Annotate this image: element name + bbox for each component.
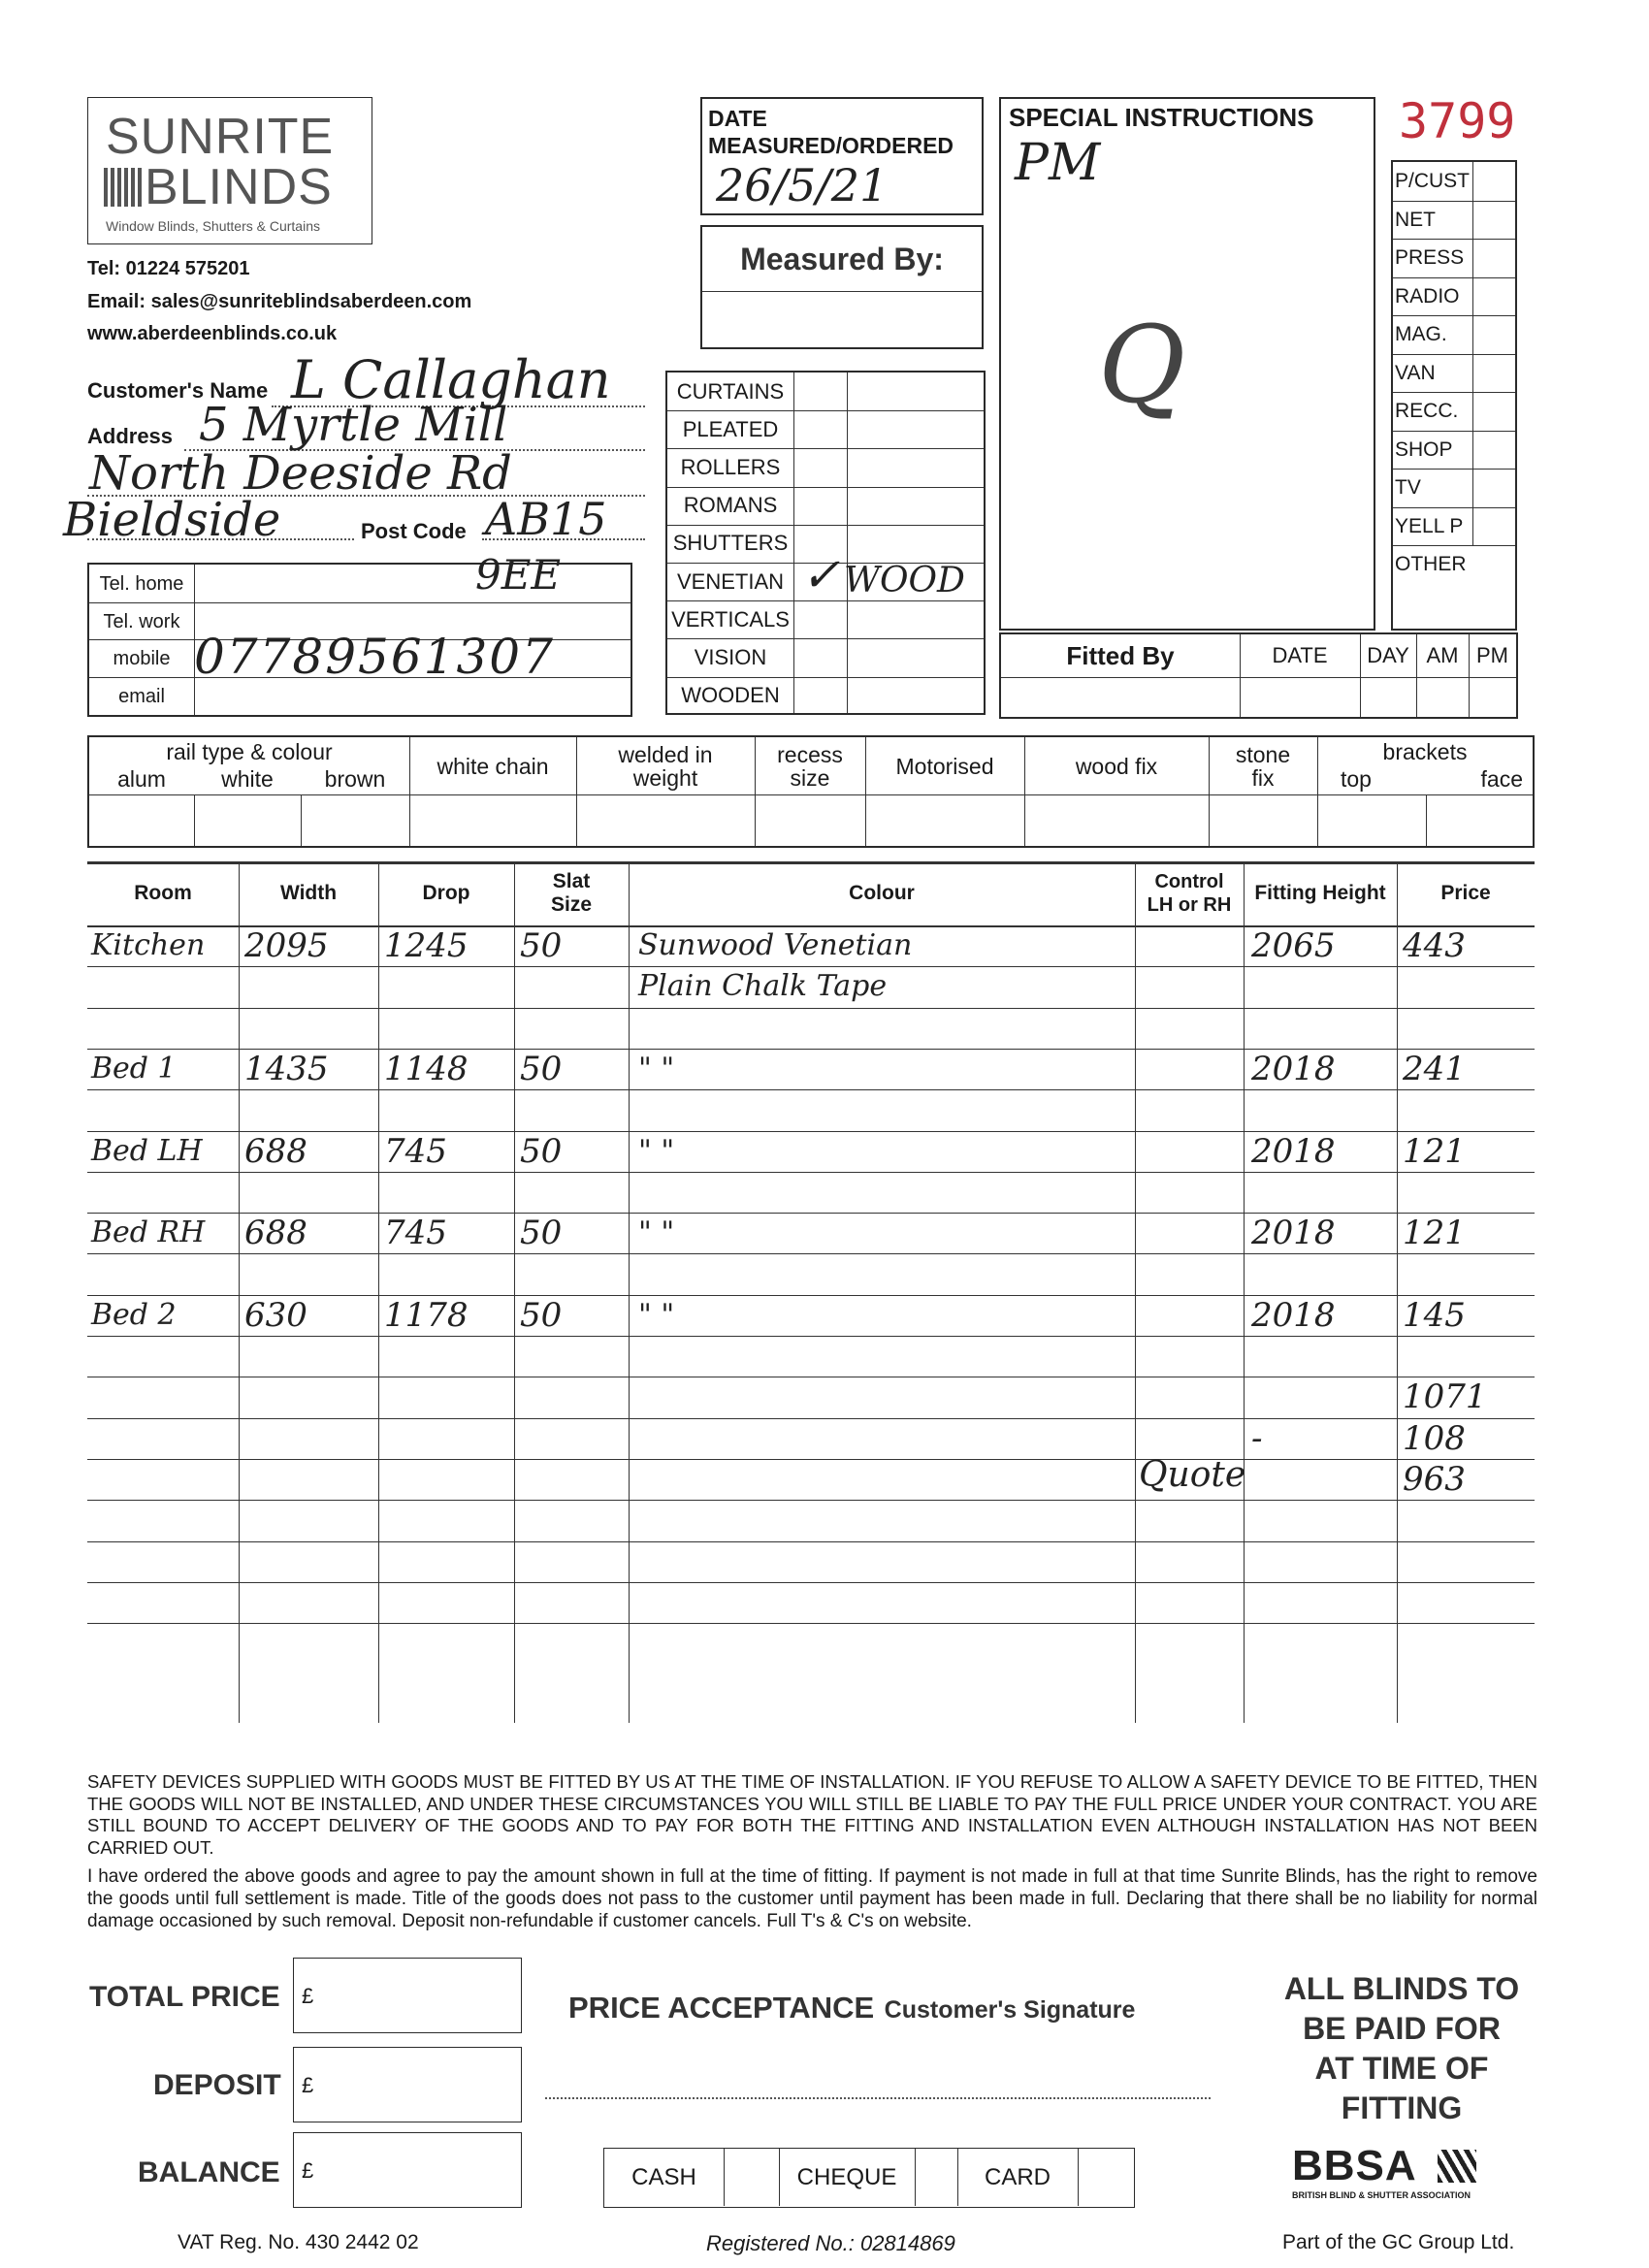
balance-field[interactable] <box>293 2132 522 2208</box>
blind-type-vision-checkbox[interactable] <box>793 638 847 676</box>
measured-by-box <box>700 225 984 349</box>
table-row <box>87 1213 1535 1253</box>
col-price-header: Price <box>1440 882 1491 904</box>
cell-height: 2018 <box>1251 1295 1336 1335</box>
brackets-face-label: face <box>1480 766 1523 792</box>
blind-type-verticals: VERTICALS <box>671 606 790 632</box>
cell-colour: " " <box>638 1297 675 1332</box>
fitted-by-label: Fitted By <box>1066 641 1175 670</box>
cell-room: Bed 2 <box>91 1297 177 1332</box>
cell-width: 688 <box>244 1131 307 1171</box>
white-chain-label: white chain <box>436 753 549 779</box>
stone-fix-label: stone fix <box>1235 741 1291 791</box>
blind-type-vision: VISION <box>694 644 767 669</box>
source-mag-label: MAG. <box>1395 323 1447 345</box>
cell-drop: 1148 <box>384 1049 469 1088</box>
table-row <box>87 1049 1535 1089</box>
table-row <box>87 1089 1535 1130</box>
special-note-q: Q <box>1098 303 1186 427</box>
date-measured-box <box>700 97 984 215</box>
bbsa-logo-text: BBSA <box>1292 2142 1417 2189</box>
blind-type-curtains-checkbox[interactable] <box>793 373 847 410</box>
cell-drop: 745 <box>384 1131 447 1171</box>
signature-line[interactable] <box>545 2097 1211 2099</box>
payment-card-label: CARD <box>984 2163 1051 2190</box>
tel-work-label: Tel. work <box>103 610 180 632</box>
blind-type-wooden: WOODEN <box>681 683 780 708</box>
company-name-line1: SUNRITE <box>106 109 335 165</box>
cell-price: 121 <box>1403 1214 1466 1253</box>
table-row <box>87 1008 1535 1049</box>
payment-card-check[interactable] <box>1078 2149 1132 2206</box>
rail-alum-label: alum <box>117 766 166 792</box>
col-room-header: Room <box>134 882 192 904</box>
source-other-label: OTHER <box>1395 553 1467 575</box>
source-checkbox[interactable] <box>1472 315 1515 354</box>
source-checkbox[interactable] <box>1472 162 1515 201</box>
table-row <box>87 1541 1535 1582</box>
special-instructions-label: SPECIAL INSTRUCTIONS <box>1009 103 1314 132</box>
table-row <box>87 1377 1535 1417</box>
postcode-label: Post Code <box>361 519 467 543</box>
date-measured-value: 26/5/21 <box>716 159 889 211</box>
group-footer: Part of the GC Group Ltd. <box>1282 2231 1515 2253</box>
total-currency: £ <box>302 1984 314 2008</box>
address-line-1-value: 5 Myrtle Mill <box>199 398 508 452</box>
cell-colour: " " <box>638 1215 675 1250</box>
blind-type-pleated: PLEATED <box>682 416 779 441</box>
cell-colour: Plain Chalk Tape <box>638 969 888 1004</box>
company-name-line2: BLINDS <box>145 159 333 215</box>
cell-height: 2018 <box>1251 1049 1336 1088</box>
table-row <box>87 1253 1535 1294</box>
table-row <box>87 1500 1535 1540</box>
deposit-currency: £ <box>302 2073 314 2097</box>
cell-room: Bed LH <box>91 1133 203 1168</box>
source-checkbox[interactable] <box>1472 469 1515 507</box>
venetian-note: WOOD <box>844 561 965 600</box>
fitted-pm-label: PM <box>1476 643 1508 667</box>
date-measured-label: DATE MEASURED/ORDERED <box>708 106 954 158</box>
source-checkbox[interactable] <box>1472 239 1515 277</box>
table-row <box>87 1418 1535 1459</box>
motorised-label: Motorised <box>895 753 994 779</box>
fitted-by-box <box>999 632 1518 719</box>
company-website: www.aberdeenblinds.co.uk <box>87 323 338 344</box>
payment-cheque-label: CHEQUE <box>796 2163 897 2190</box>
bbsa-logo-sub: BRITISH BLIND & SHUTTER ASSOCIATION <box>1292 2190 1471 2200</box>
recess-size-label: recess size <box>777 741 843 791</box>
cell-slat: 50 <box>520 1214 563 1253</box>
cell-room: Bed 1 <box>91 1051 177 1085</box>
blind-type-verticals-checkbox[interactable] <box>793 600 847 638</box>
company-logo <box>87 97 372 244</box>
table-row <box>87 1336 1535 1377</box>
source-yellp-label: YELL P <box>1395 514 1464 537</box>
blind-type-curtains: CURTAINS <box>676 378 785 404</box>
wood-fix-label: wood fix <box>1075 753 1158 779</box>
source-radio-label: RADIO <box>1395 284 1460 308</box>
cell-height: - <box>1251 1418 1263 1458</box>
table-row <box>87 1131 1535 1172</box>
blind-type-pleated-checkbox[interactable] <box>793 410 847 448</box>
mobile-value: 07789561307 <box>194 629 555 685</box>
cell-width: 688 <box>244 1214 307 1253</box>
blind-type-romans: ROMANS <box>683 493 778 518</box>
col-slat-header: Slat Size <box>550 870 593 916</box>
table-row <box>87 1582 1535 1623</box>
company-email: Email: sales@sunriteblindsaberdeen.com <box>87 291 472 312</box>
rail-white-label: white <box>221 766 274 792</box>
fitted-am-label: AM <box>1426 643 1459 667</box>
balance-label: BALANCE <box>138 2156 280 2188</box>
fitted-day-label: DAY <box>1367 643 1409 667</box>
fitted-date-label: DATE <box>1272 643 1328 667</box>
price-acceptance-sub: Customer's Signature <box>884 1996 1136 2024</box>
cell-slat: 50 <box>520 1295 563 1335</box>
source-shop-label: SHOP <box>1395 437 1453 461</box>
cell-height: 2065 <box>1251 926 1336 965</box>
table-row <box>87 966 1535 1007</box>
address-line-3-value: Bieldside <box>63 493 281 547</box>
vat-reg: VAT Reg. No. 430 2442 02 <box>178 2231 419 2253</box>
blind-type-rollers: ROLLERS <box>680 454 781 479</box>
cell-price: 121 <box>1403 1131 1466 1171</box>
blind-type-rollers-checkbox[interactable] <box>793 448 847 486</box>
brackets-top-label: top <box>1341 766 1372 792</box>
cell-width: 2095 <box>244 926 329 965</box>
cell-ctrl: Quote <box>1139 1454 1246 1495</box>
cell-drop: 1178 <box>384 1295 469 1335</box>
source-net-label: NET <box>1395 208 1436 231</box>
payment-cheque-check[interactable] <box>915 2149 957 2206</box>
cell-colour: " " <box>638 1133 675 1168</box>
cell-room: Kitchen <box>91 928 206 962</box>
tel-home-value: 9EE <box>475 551 562 599</box>
address-line-2-value: North Deeside Rd <box>89 446 512 501</box>
cell-colour: Sunwood Venetian <box>638 928 913 962</box>
cell-width: 1435 <box>244 1049 329 1088</box>
payment-notice: ALL BLINDS TO BE PAID FOR AT TIME OF FITTING <box>1283 1971 1520 2125</box>
company-tel: Tel: 01224 575201 <box>87 258 250 279</box>
blind-type-romans-checkbox[interactable] <box>793 487 847 525</box>
registered-no: Registered No.: 02814869 <box>706 2231 955 2255</box>
venetian-check: ✓ <box>801 548 841 602</box>
customer-name-label: Customer's Name <box>87 378 269 403</box>
address-label: Address <box>87 424 174 448</box>
payment-cash-check[interactable] <box>724 2149 779 2206</box>
source-checkbox[interactable] <box>1472 277 1515 316</box>
brackets-label: brackets <box>1382 739 1468 764</box>
cell-room: Bed RH <box>91 1215 206 1250</box>
source-press-label: PRESS <box>1395 246 1465 269</box>
bbsa-stripes-icon <box>1438 2150 1476 2183</box>
cell-width: 630 <box>244 1295 307 1335</box>
cell-slat: 50 <box>520 1049 563 1088</box>
safety-notice: SAFETY DEVICES SUPPLIED WITH GOODS MUST BE FITTED BY US AT THE TIME OF INSTALLATION. IF YOU REFUSE TO ALLOW A SAFETY DEVICE TO BE FITTED, THEN THE GOODS WILL NOT BE INSTALLED, AND UNDER THESE CIRCUMSTANCES YOU WILL STILL BE LIABLE TO PAY THE FULL PRICE UNDER YOUR CONTRACT. YOU ARE STILL BOUND TO ACCEPT DELIVERY OF THE GOODS AND TO PAY FOR BOTH THE FITTING AND INSTALLATION EVEN ALTHOUGH INSTALLATION HAS NOT BEEN CARRIED OUT. <box>87 1771 1537 1858</box>
deposit-label: DEPOSIT <box>153 2069 281 2101</box>
welded-weight-label: welded in weight <box>618 741 713 791</box>
blind-type-shutters: SHUTTERS <box>672 531 789 556</box>
cell-drop: 745 <box>384 1214 447 1253</box>
email-label: email <box>118 685 165 707</box>
col-width-header: Width <box>279 882 338 904</box>
cell-height: 2018 <box>1251 1214 1336 1253</box>
cell-height: 2018 <box>1251 1131 1336 1171</box>
blind-type-venetian: VENETIAN <box>676 568 785 594</box>
blind-icon <box>104 168 143 207</box>
total-price-field[interactable] <box>293 1958 522 2033</box>
measurements-table <box>87 861 1535 1725</box>
source-checkbox[interactable] <box>1472 201 1515 240</box>
bbsa-logo <box>1292 2142 1515 2204</box>
cell-price: 443 <box>1403 926 1466 965</box>
cell-drop: 1245 <box>384 926 469 965</box>
payment-terms: I have ordered the above goods and agree to pay the amount shown in full at the time of fitting. If payment is not made in full at that time Sunrite Blinds, has the right to remove the goods until full settlement is made. Title of the goods does not pass to the customer until payment has been made in full. Declaring that there shall be no liability for normal damage occasioned by such removal. Deposit non-refundable if customer cancels. Full T's & C's on website. <box>87 1866 1537 1931</box>
blind-type-wooden-checkbox[interactable] <box>793 677 847 715</box>
cell-price: 1071 <box>1403 1377 1487 1417</box>
tel-home-label: Tel. home <box>99 572 184 595</box>
special-note-pm: PM <box>1015 134 1101 192</box>
table-row <box>87 1172 1535 1213</box>
order-number: 3799 <box>1399 93 1516 149</box>
postcode-value: AB15 <box>485 493 607 545</box>
deposit-field[interactable] <box>293 2047 522 2122</box>
rail-brown-label: brown <box>324 766 386 792</box>
cell-slat: 50 <box>520 926 563 965</box>
col-fitting-height-header: Fitting Height <box>1254 882 1386 904</box>
cell-price: 145 <box>1403 1295 1466 1335</box>
cell-price: 963 <box>1403 1459 1466 1499</box>
cell-slat: 50 <box>520 1131 563 1171</box>
price-acceptance-title: PRICE ACCEPTANCE <box>568 1991 875 2025</box>
cell-price: 108 <box>1403 1418 1466 1458</box>
price-acceptance <box>568 1991 1135 2025</box>
source-checkbox[interactable] <box>1472 354 1515 393</box>
balance-currency: £ <box>302 2158 314 2183</box>
table-row <box>87 1295 1535 1336</box>
source-checkbox[interactable] <box>1472 392 1515 431</box>
payment-cash-label: CASH <box>631 2163 696 2190</box>
customer-name-value: L Callaghan <box>291 349 611 410</box>
col-colour-header: Colour <box>849 882 915 904</box>
source-pcust-label: P/CUST <box>1395 170 1471 192</box>
company-tagline: Window Blinds, Shutters & Curtains <box>106 218 320 234</box>
col-control-header: Control LH or RH <box>1147 871 1232 916</box>
measured-by-label: Measured By: <box>740 242 944 276</box>
source-checkbox[interactable] <box>1472 507 1515 546</box>
cell-price: 241 <box>1403 1049 1466 1088</box>
rail-type-label: rail type & colour <box>166 739 333 764</box>
cell-colour: " " <box>638 1051 675 1085</box>
payment-method-box <box>603 2148 1135 2208</box>
options-box <box>87 735 1535 848</box>
source-van-label: VAN <box>1395 361 1436 384</box>
col-drop-header: Drop <box>422 882 470 904</box>
mobile-label: mobile <box>113 647 171 669</box>
special-instructions-box <box>999 97 1375 631</box>
total-price-label: TOTAL PRICE <box>89 1981 280 2013</box>
source-tv-label: TV <box>1395 476 1421 499</box>
source-checkbox[interactable] <box>1472 431 1515 470</box>
source-recc-label: RECC. <box>1395 400 1459 422</box>
table-row <box>87 1454 1535 1500</box>
table-row <box>87 925 1535 966</box>
